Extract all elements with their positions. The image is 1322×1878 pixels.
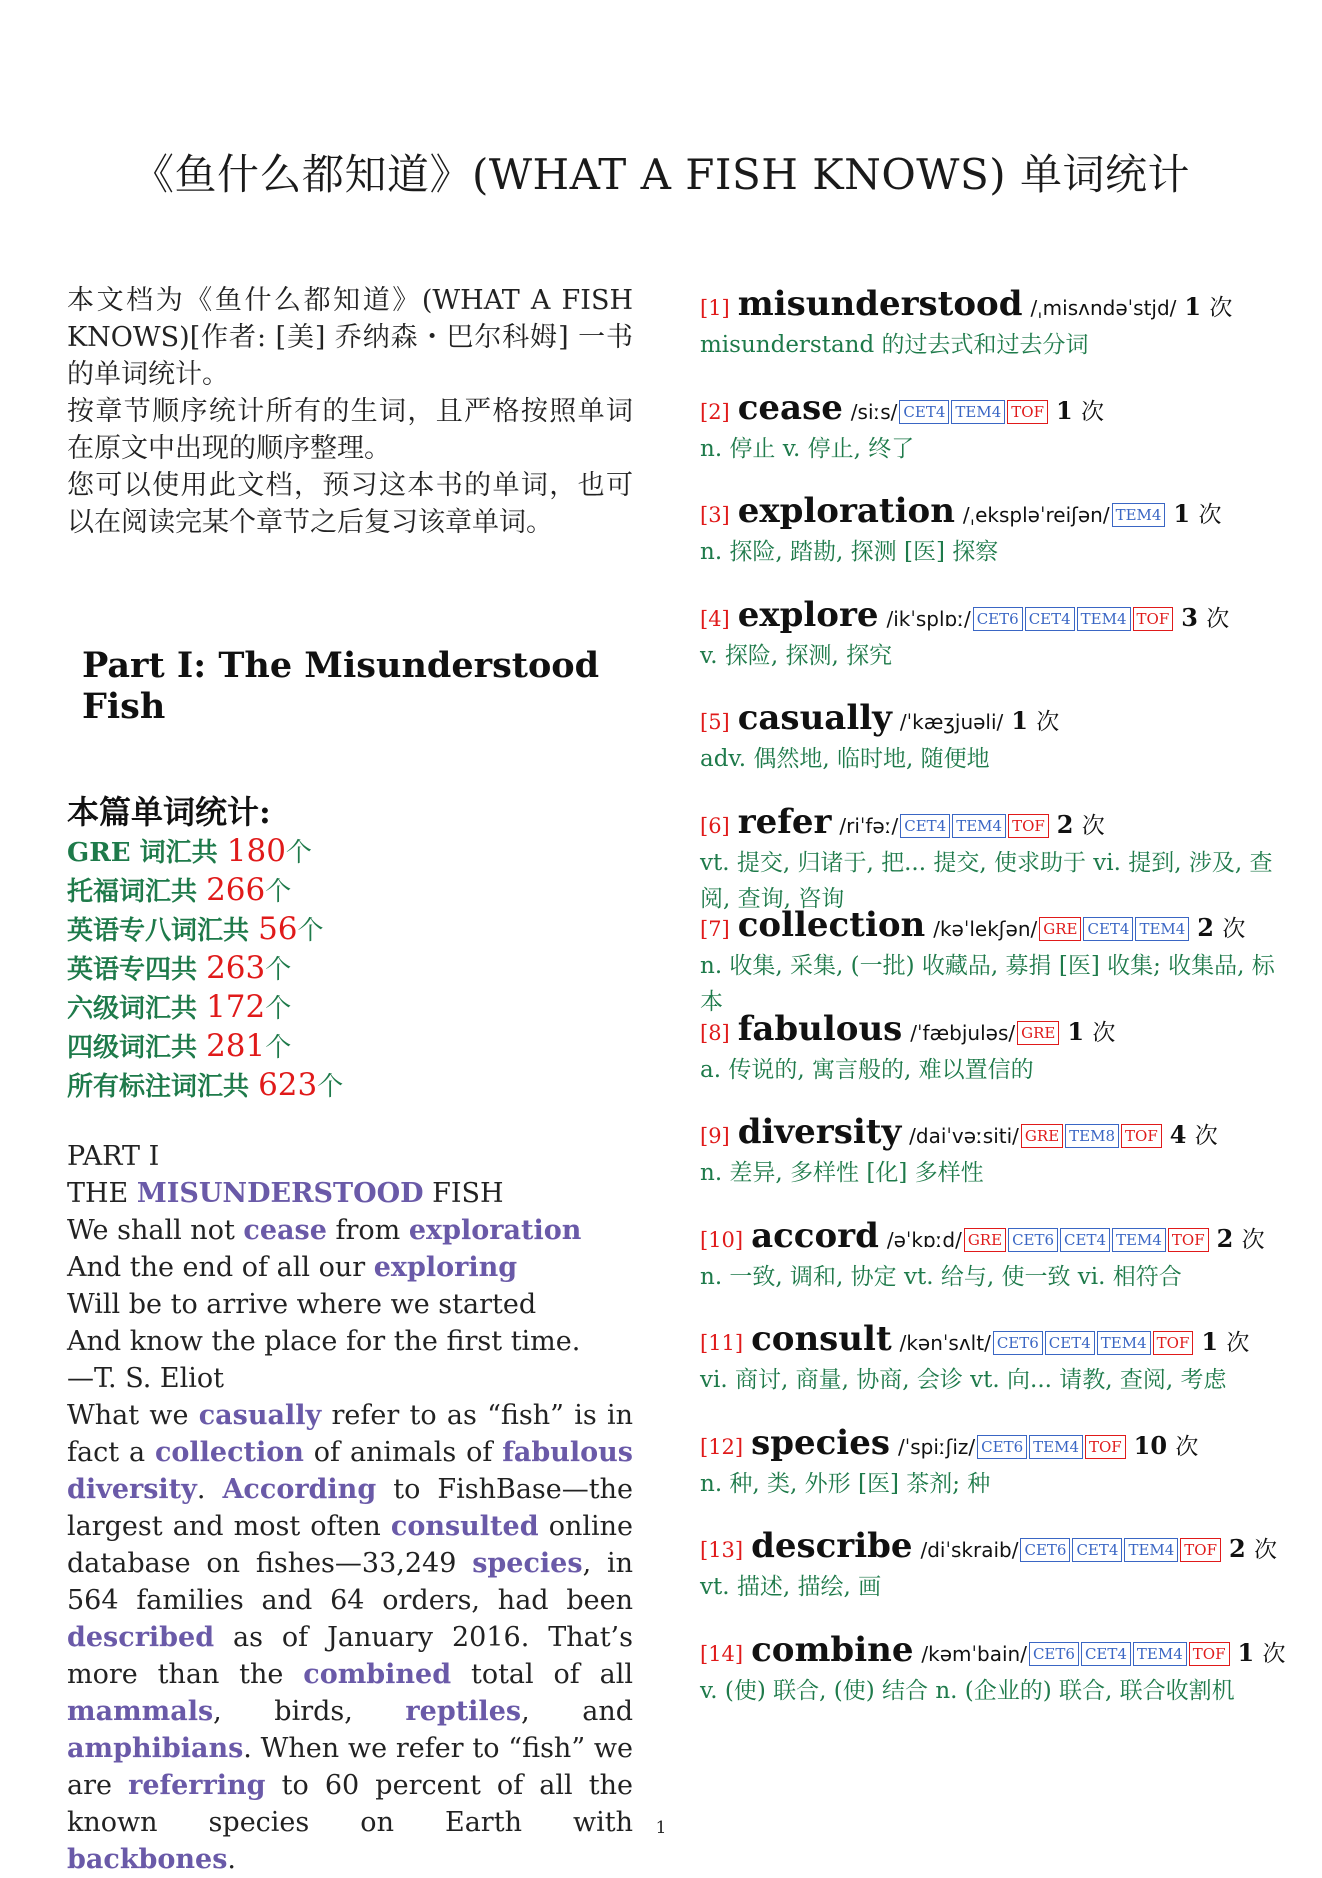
occurrence-count [1181,603,1229,632]
count-number: 2 [1197,913,1214,942]
level-tag: CET6 [1008,1228,1058,1252]
excerpt-line: We shall not cease from exploration [67,1215,582,1246]
highlighted-word: cease [243,1215,327,1246]
word-index: [10] [700,1227,744,1252]
headword: explore [737,594,879,635]
stat-unit: 个 [317,1072,344,1102]
word-entry-head [700,803,1275,845]
definition: n. 差异, 多样性 [化] 多样性 [700,1160,984,1186]
stat-line [67,1028,633,1067]
occurrence-count [1011,706,1059,735]
word-list [700,284,1286,1734]
highlighted-word: species [472,1548,583,1579]
word-entry [700,1010,1275,1114]
level-tag: TEM4 [1112,1228,1166,1252]
level-tag: TOF [1180,1538,1221,1562]
count-suffix: 次 [1209,295,1233,321]
stat-line [67,1067,633,1106]
word-entry [700,1629,1286,1735]
occurrence-count [1237,1638,1285,1667]
highlighted-word: exploration [408,1215,582,1246]
level-tag: CET4 [1045,1331,1095,1355]
phonetic: /siːs/ [850,399,898,424]
occurrence-count [1067,1017,1115,1046]
headword: exploration [737,491,955,531]
stat-count: 180 [226,833,286,869]
word-entry [700,1526,1278,1631]
intro-paragraph: 本文档为《鱼什么都知道》(WHAT A FISH KNOWS)[作者: [美] 乔纳森・巴尔科姆] 一书的单词统计。 [67,285,633,390]
highlighted-word: MISUNDERSTOOD [136,1178,424,1209]
count-number: 1 [1055,395,1073,425]
definition: n. 种, 类, 外形 [医] 茶剂; 种 [700,1470,991,1497]
definition: n. 探险, 踏勘, 探测 [医] 探察 [700,539,999,565]
highlighted-word: mammals [67,1696,214,1727]
highlighted-word: referring [128,1770,266,1801]
word-entry-head [700,1113,1275,1155]
word-entry-head [700,1424,1275,1466]
stat-unit: 个 [265,877,292,907]
excerpt-line: —T. S. Eliot [67,1363,224,1394]
headword: fabulous [737,1008,903,1049]
level-tag: TEM4 [952,814,1006,838]
definition: n. 停止 v. 停止, 终了 [700,435,915,462]
level-tag: TEM4 [1133,1642,1187,1666]
definition: n. 收集, 采集, (一批) 收藏品, 募捐 [医] 收集; 收集品, 标本 [700,953,1275,1015]
word-entry [700,389,1275,493]
occurrence-count [1170,1120,1218,1149]
highlighted-word: reptiles [405,1696,522,1727]
definition: adv. 偶然地, 临时地, 随便地 [700,746,990,772]
level-tag: CET4 [900,814,950,838]
word-index: [9] [700,1124,730,1148]
intro [67,282,633,541]
word-index: [3] [700,503,730,527]
count-suffix: 次 [1081,812,1105,839]
level-tag: TOF [1133,607,1174,631]
occurrence-count [1217,1224,1265,1253]
highlighted-word: amphibians [67,1733,244,1764]
count-number: 10 [1133,1430,1168,1460]
stat-label: 所有标注词汇共 [67,1072,250,1102]
part-heading: Part I: The Misunderstood Fish [82,645,600,727]
level-tag: CET6 [1020,1538,1070,1562]
headword: casually [737,698,892,738]
level-tag: CET4 [1060,1228,1110,1252]
occurrence-count [1057,810,1105,839]
definition: n. 一致, 调和, 协定 vt. 给与, 使一致 vi. 相符合 [700,1263,1182,1290]
count-number: 1 [1184,292,1202,321]
level-tag: TOF [1121,1124,1162,1148]
definition: a. 传说的, 寓言般的, 难以置信的 [700,1056,1034,1083]
count-suffix: 次 [1081,398,1104,425]
word-index: [7] [700,917,730,941]
phonetic: /əˈkɒːd/ [886,1227,962,1252]
level-tag: GRE [1039,917,1081,941]
level-tag: TEM4 [1135,917,1189,941]
headword: species [751,1422,891,1463]
word-entry-head [700,1526,1278,1569]
highlighted-word: fabulous diversity [67,1437,634,1505]
stat-unit: 个 [285,838,312,868]
page-title: 《鱼什么都知道》(WHAT A FISH KNOWS) 单词统计 [132,150,1190,199]
highlighted-word: collection [154,1437,304,1468]
headword: describe [751,1526,913,1566]
word-index: [12] [700,1434,744,1459]
count-suffix: 次 [1198,502,1222,528]
stats-title: 本篇单词统计: [67,793,271,831]
word-entry [700,492,1275,596]
stat-label: 四级词汇共 [67,1033,198,1063]
word-entry [700,285,1275,389]
level-tag: CET4 [899,400,949,424]
definition: misunderstand 的过去式和过去分词 [700,332,1089,358]
level-tag: TOF [1008,814,1049,838]
left-column [67,282,633,1878]
highlighted-word: combined [303,1659,452,1690]
stat-label: 英语专四共 [67,955,198,985]
headword: diversity [737,1112,902,1152]
headword: collection [737,905,926,945]
level-tag: CET4 [1025,607,1075,631]
phonetic: /kəˈlekʃən/ [933,917,1038,941]
highlighted-word: described [67,1622,215,1653]
count-number: 2 [1228,1534,1246,1563]
phonetic: /ˌekspləˈreiʃən/ [962,503,1110,527]
headword: misunderstood [737,284,1023,324]
level-tag: TEM8 [1065,1124,1119,1148]
word-index: [6] [700,813,730,838]
count-suffix: 次 [1262,1640,1286,1667]
count-suffix: 次 [1175,1433,1199,1460]
stat-line [67,872,633,911]
stats-list [67,833,633,1106]
occurrence-count [1056,396,1104,425]
level-tag: GRE [964,1228,1006,1252]
excerpt-line: And know the place for the first time. [67,1326,581,1357]
level-tag: CET6 [1029,1642,1079,1666]
headword: combine [751,1629,914,1670]
phonetic: /ˈspiːʃiz/ [897,1434,976,1459]
stat-count: 172 [206,989,266,1025]
count-number: 1 [1201,1327,1219,1356]
word-entry-head [700,1320,1275,1362]
word-entry-head [700,492,1275,534]
stat-label: GRE 词汇共 [67,838,218,868]
excerpt-line: Will be to arrive where we started [67,1289,537,1320]
definition: v. (使) 联合, (使) 结合 n. (企业的) 联合, 联合收割机 [700,1677,1235,1704]
word-entry [700,596,1275,700]
stat-line [67,989,633,1028]
highlighted-word: backbones [67,1844,228,1875]
headword: refer [737,801,832,842]
word-index: [8] [700,1020,730,1045]
stat-unit: 个 [297,916,324,946]
level-tag: GRE [1021,1124,1063,1148]
count-number: 2 [1056,809,1074,839]
level-tag: TEM4 [1029,1435,1083,1459]
level-tag: CET4 [1083,917,1133,941]
word-entry [700,801,1275,912]
excerpt-line: THE MISUNDERSTOOD FISH [67,1178,504,1209]
intro-paragraph: 按章节顺序统计所有的生词，且严格按照单词在原文中出现的顺序整理。 [67,396,633,464]
phonetic: /kənˈsʌlt/ [899,1331,991,1355]
count-number: 1 [1237,1637,1255,1667]
word-index: [2] [700,399,730,424]
stat-label: 六级词汇共 [67,994,198,1024]
word-entry [700,1217,1275,1321]
definition: vi. 商讨, 商量, 协商, 会诊 vt. 向... 请教, 查阅, 考虑 [700,1367,1227,1393]
stat-unit: 个 [265,1033,292,1063]
stat-line [67,911,633,950]
word-entry-head [700,1629,1286,1673]
phonetic: /ˈkæʒjuəli/ [899,710,1004,734]
level-tag: TOF [1153,1331,1194,1355]
level-tag: CET6 [993,1331,1043,1355]
stat-label: 托福词汇共 [67,877,198,907]
phonetic: /kəmˈbain/ [921,1641,1027,1666]
highlighted-word: consulted [390,1511,539,1542]
occurrence-count [1173,499,1221,528]
excerpt-paragraph: What we casually refer to as “fish” is in fact a collection of animals of fabulous diversity. According to FishBase—the largest and most often consulted online database on fishes—33,249 species, in 564 families and 64 orders, had been described as of January 2016. That’s more than the combined total of all mammals, birds, reptiles, and amphibians. When we refer to “fish” we are referring to 60 percent of all the known species on Earth with backbones. [67,1400,634,1875]
phonetic: /daiˈvəːsiti/ [909,1124,1019,1148]
definition: vt. 描述, 描绘, 画 [700,1574,882,1600]
level-tag: TEM4 [1112,503,1166,527]
occurrence-count [1229,1534,1277,1563]
highlighted-word: According [222,1474,377,1505]
stat-count: 623 [258,1067,318,1103]
book-excerpt [67,1138,633,1878]
count-number: 4 [1169,1120,1187,1149]
stat-unit: 个 [265,994,292,1024]
highlighted-word: exploring [373,1252,518,1283]
phonetic: /diˈskraib/ [920,1538,1019,1562]
count-number: 2 [1216,1223,1234,1253]
stat-line [67,833,633,872]
count-suffix: 次 [1222,916,1246,942]
definition: vt. 提交, 归诸于, 把... 提交, 使求助于 vi. 提到, 涉及, 查阅, 查询, 咨询 [700,849,1273,912]
stat-line [67,950,633,989]
stat-count: 56 [258,911,298,947]
count-number: 1 [1173,499,1191,528]
word-entry-head [700,285,1275,327]
definition: v. 探险, 探测, 探究 [700,642,893,669]
count-suffix: 次 [1092,1019,1116,1046]
phonetic: /ˌmisʌndəˈstjd/ [1030,296,1177,320]
level-tag: GRE [1017,1021,1059,1045]
word-entry [700,1320,1275,1424]
headword: cease [737,387,843,428]
phonetic: /riˈfəː/ [839,813,899,838]
stat-count: 263 [206,950,266,986]
level-tag: CET4 [1081,1642,1131,1666]
headword: accord [751,1215,879,1256]
stat-count: 266 [206,872,266,908]
count-suffix: 次 [1226,1330,1250,1356]
stat-label: 英语专八词汇共 [67,916,250,946]
word-entry-head [700,596,1275,638]
stat-count: 281 [206,1028,266,1064]
count-suffix: 次 [1241,1226,1265,1253]
word-index: [5] [700,710,730,734]
highlighted-word: casually [198,1400,322,1431]
word-entry-head [700,389,1275,431]
level-tag: TOF [1007,400,1048,424]
level-tag: TOF [1189,1642,1230,1666]
level-tag: CET6 [973,607,1023,631]
excerpt-line: PART I [67,1141,160,1172]
intro-paragraph: 您可以使用此文档，预习这本书的单词，也可以在阅读完某个章节之后复习该章单词。 [67,470,633,538]
stat-unit: 个 [265,955,292,985]
phonetic: /ˈfæbjuləs/ [910,1020,1016,1045]
occurrence-count [1184,292,1232,321]
word-entry [700,1424,1275,1528]
level-tag: TEM4 [1077,607,1131,631]
level-tag: TOF [1168,1228,1209,1252]
level-tag: TEM4 [1097,1331,1151,1355]
word-index: [4] [700,606,730,631]
level-tag: CET4 [1072,1538,1122,1562]
occurrence-count [1197,913,1245,942]
word-index: [1] [700,296,730,320]
count-number: 3 [1181,602,1198,632]
word-index: [11] [700,1331,744,1355]
level-tag: TEM4 [951,400,1005,424]
word-index: [13] [700,1538,744,1562]
occurrence-count [1134,1431,1199,1460]
excerpt-line: And the end of all our exploring [67,1252,518,1283]
word-entry [700,1113,1275,1217]
occurrence-count [1201,1327,1249,1356]
word-entry-head [700,906,1275,948]
level-tag: CET6 [977,1435,1027,1459]
word-entry-head [700,1217,1275,1259]
word-entry [700,905,1275,1015]
count-suffix: 次 [1036,709,1060,735]
count-suffix: 次 [1254,1537,1278,1563]
word-entry [700,699,1275,803]
headword: consult [751,1319,892,1359]
count-suffix: 次 [1194,1123,1218,1149]
phonetic: /ikˈsplɒː/ [886,606,971,631]
page-number: 1 [655,1818,667,1838]
word-entry-head [700,1010,1275,1052]
count-suffix: 次 [1206,605,1230,632]
word-index: [14] [700,1641,744,1666]
level-tag: TOF [1085,1435,1126,1459]
word-entry-head [700,699,1275,741]
level-tag: TEM4 [1124,1538,1178,1562]
count-number: 1 [1011,706,1028,735]
count-number: 1 [1067,1016,1085,1046]
